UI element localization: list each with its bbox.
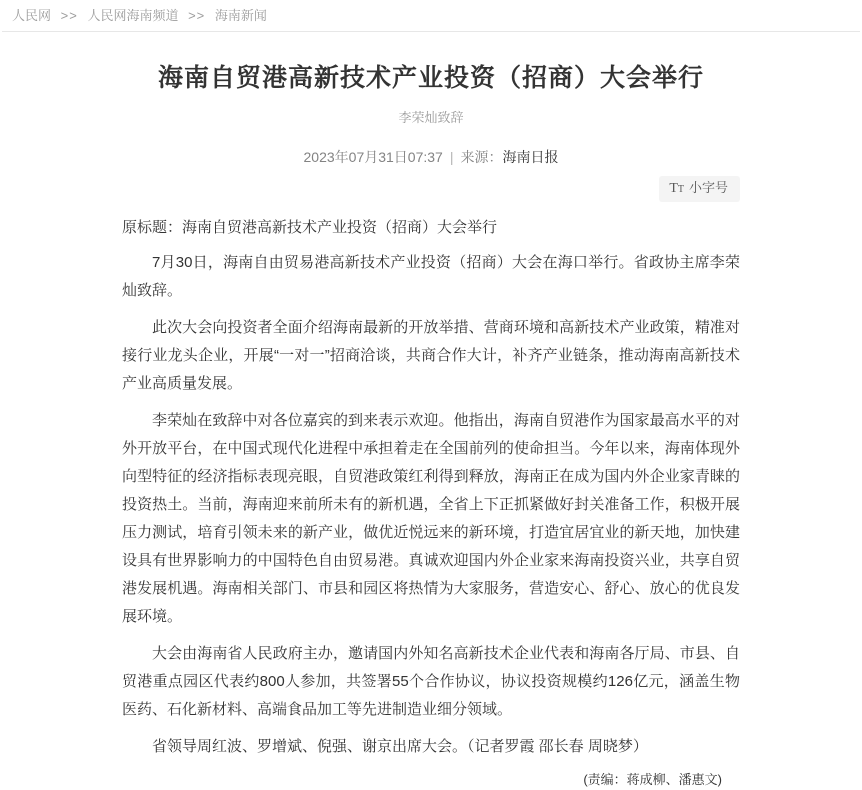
article-toolbar: [122, 176, 740, 200]
publish-date: 2023年07月31日07:37: [303, 149, 443, 165]
meta-separator: |: [449, 149, 454, 165]
breadcrumb-link-hainan-news[interactable]: 海南新闻: [214, 8, 267, 23]
paragraph-4: 大会由海南省人民政府主办，邀请国内外知名高新技术企业代表和海南各厅局、市县、自贸港重点园区代表约800人参加，共签署55个合作协议，协议投资规模约126亿元，涵盖生物医药、石化新材料、高端食品加工等先进制造业细分领域。: [122, 645, 740, 718]
page-title: 海南自贸港高新技术产业投资（招商）大会举行: [157, 64, 704, 92]
font-size-icon: T: [669, 181, 678, 196]
article-subtitle: 李荣灿致辞: [398, 110, 464, 125]
editors-note: (责编：蒋成柳、潘惠文): [583, 772, 722, 787]
breadcrumb: [0, 0, 862, 31]
breadcrumb-link-peoples-net[interactable]: 人民网: [12, 8, 52, 23]
paragraph-3: 李荣灿在致辞中对各位嘉宾的到来表示欢迎。他指出，海南自贸港作为国家最高水平的对外开放平台，在中国式现代化进程中承担着走在全国前列的使命担当。今年以来，海南体现外向型特征的经济指标表现亮眼，自贸港政策红利得到释放，海南正在成为国内外企业家青睐的投资热土。当前，海南迎来前所未有的新机遇，全省上下正抓紧做好封关准备工作，积极开展压力测试，培育引领未来的新产业，做优近悦远来的新环境，打造宜居宜业的新天地，加快建设具有世界影响力的中国特色自由贸易港。真诚欢迎国内外企业家来海南投资兴业，共享自贸港发展机遇。海南相关部门、市县和园区将热情为大家服务，营造安心、舒心、放心的优良发展环境。: [122, 412, 740, 625]
font-size-label: 小字号: [688, 180, 728, 195]
breadcrumb-link-hainan-channel[interactable]: 人民网海南频道: [87, 8, 179, 23]
article-meta: [122, 147, 740, 167]
article-content: [122, 62, 740, 790]
header-divider: [2, 31, 860, 32]
paragraph-2: 此次大会向投资者全面介绍海南最新的开放举措、营商环境和高新技术产业政策，精准对接行业龙头企业，开展“一对一”招商洽谈，共商合作大计，补齐产业链条，推动海南高新技术产业高质量发展。: [122, 319, 740, 392]
font-size-button[interactable]: [659, 176, 740, 202]
original-title-text: 海南自贸港高新技术产业投资（招商）大会举行: [182, 219, 498, 236]
font-size-icon-small: T: [677, 184, 684, 195]
source-link[interactable]: 海南日报: [502, 149, 559, 165]
paragraph-5: 省领导周红波、罗增斌、倪强、谢京出席大会。（记者罗霞 邵长春 周晓梦）: [152, 738, 648, 755]
source-label: 来源：: [460, 149, 503, 165]
paragraph-1: 7月30日，海南自由贸易港高新技术产业投资（招商）大会在海口举行。省政协主席李荣灿致辞。: [122, 254, 740, 299]
article-body: [122, 249, 740, 761]
original-title-label: 原标题：: [122, 219, 183, 236]
breadcrumb-separator: >>: [188, 8, 206, 23]
breadcrumb-separator: >>: [60, 8, 78, 23]
original-title: [122, 216, 740, 240]
article-header: [122, 62, 740, 167]
